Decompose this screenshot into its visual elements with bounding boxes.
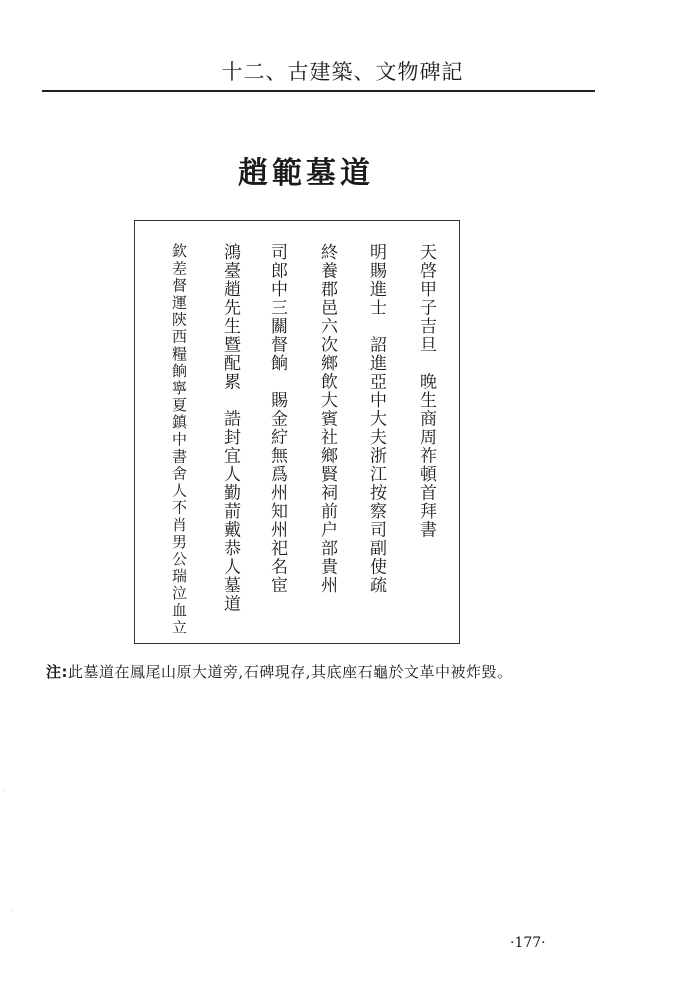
footnote-label: 注:: [46, 663, 68, 681]
running-head: 十二、古建築、文物碑記: [221, 60, 464, 84]
inscription-box: [134, 220, 460, 644]
footnote-text: 此墓道在鳳尾山原大道旁,石碑現存,其底座石龜於文革中被炸毀。: [68, 663, 513, 681]
inscription-column-5: 鴻臺趙先生暨配累 誥封宜人勤葥戴恭人墓道: [220, 243, 240, 613]
page-number: ·177·: [510, 935, 546, 951]
inscription-title: 趙範墓道: [238, 156, 374, 191]
scan-speckle: [0, 700, 20, 1000]
inscription-column-6: 欽差督運陝西糧餉寧夏鎮中書舍人不肖男公瑞泣血立: [170, 243, 188, 637]
inscription-column-1: 天啓甲子吉旦 晚生商周祚頓首拜書: [416, 243, 436, 539]
inscription-column-4: 司郎中三關督餉 賜金紵無爲州知州祀名宦: [267, 243, 287, 595]
inscription-column-2: 明賜進士 詔進亞中大夫浙江按察司副使疏: [366, 243, 386, 595]
footnote: [46, 661, 513, 682]
inscription-column-3: 終養郡邑六次鄉飲大賓社鄉賢祠前户部貴州: [317, 243, 337, 595]
header-rule: [42, 90, 595, 92]
